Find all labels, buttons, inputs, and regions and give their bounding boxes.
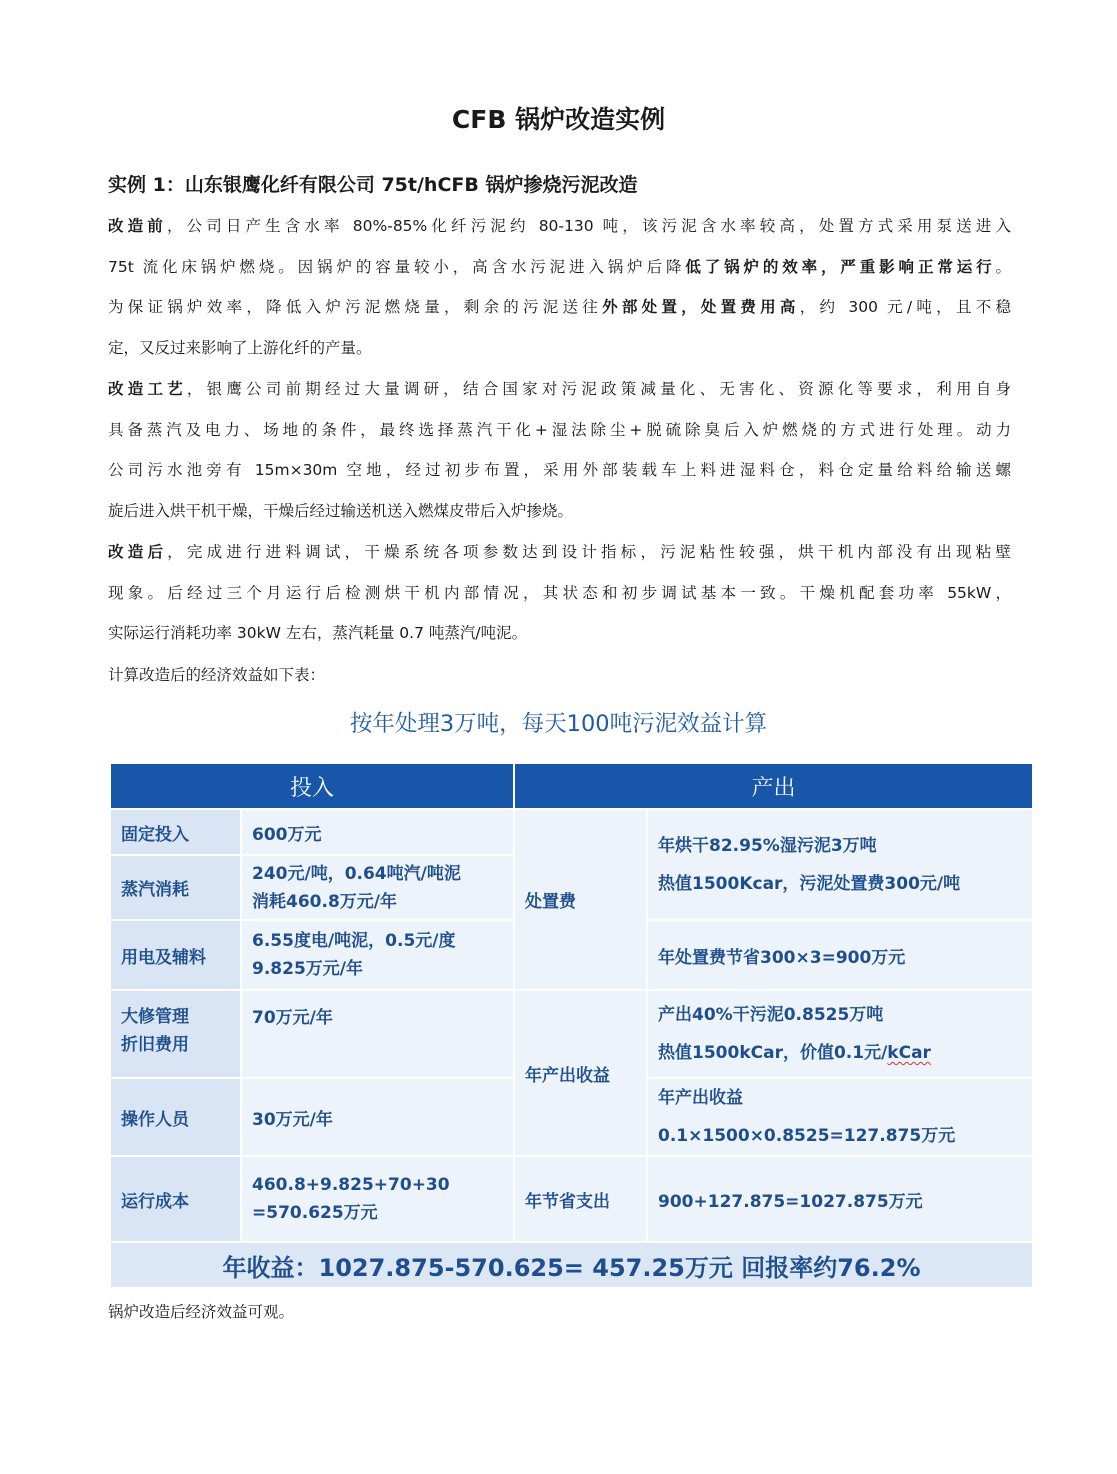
- row-label-power: 用电及辅料: [110, 920, 241, 990]
- para-line: 为保证锅炉效率，降低入炉污泥燃烧量，剩余的污泥送往外部处置，处置费用高，约 300 元/吨，且不稳: [108, 298, 1011, 316]
- output-label-saving: 年节省支出: [514, 1156, 647, 1242]
- output-value-income-1: 产出40%干污泥0.8525万吨 热值1500kCar，价值0.1元/kCar: [647, 990, 1033, 1078]
- para-line: 公司污水池旁有 15m×30m 空地，经过初步布置，采用外部装载车上料进湿料仓，料仓定量给料给输送螺: [108, 461, 1011, 479]
- para-line: 改造工艺，银鹰公司前期经过大量调研，结合国家对污泥政策减量化、无害化、资源化等要求，利用自身: [108, 380, 1011, 398]
- benefit-table: [109, 762, 1034, 1289]
- output-value-income-2: 年产出收益 0.1×1500×0.8525=127.875万元: [647, 1078, 1033, 1156]
- header-output: 产出: [514, 763, 1033, 809]
- row-label-fixed-investment: 固定投入: [110, 809, 241, 855]
- para-line: 定，又反过来影响了上游化纤的产量。: [108, 338, 372, 357]
- table-footer-annual-income: 年收益：1027.875-570.625= 457.25万元 回报率约76.2%: [110, 1242, 1033, 1288]
- output-value-disposal-2: 年处置费节省300×3=900万元: [647, 920, 1033, 990]
- row-value-power: 6.55度电/吨泥，0.5元/度 9.825万元/年: [241, 920, 514, 990]
- para-line: 75t 流化床锅炉燃烧。因锅炉的容量较小，高含水污泥进入锅炉后降低了锅炉的效率，严重影响正常运行。: [108, 257, 1011, 276]
- paragraph-after-retrofit: [108, 532, 1011, 654]
- para-line: 改造后，完成进行进料调试，干燥系统各项参数达到设计指标，污泥粘性较强，烘干机内部没有出现粘壁: [108, 543, 1011, 561]
- header-input: 投入: [110, 763, 514, 809]
- row-value-maintenance: 70万元/年: [241, 990, 514, 1078]
- para-label: 改造后: [108, 543, 168, 561]
- para-line: 实际运行消耗功率 30kW 左右，蒸汽耗量 0.7 吨蒸汽/吨泥。: [108, 624, 528, 642]
- para-label: 改造工艺: [108, 380, 187, 398]
- row-value-steam: 240元/吨，0.64吨汽/吨泥 消耗460.8万元/年: [241, 855, 514, 920]
- para-label: 改造前: [108, 217, 167, 235]
- row-value-operators: 30万元/年: [241, 1078, 514, 1156]
- para-line: 现象。后经过三个月运行后检测烘干机内部情况，其状态和初步调试基本一致。干燥机配套功率 55kW，: [108, 583, 1011, 602]
- output-value-disposal-1: 年烘干82.95%湿污泥3万吨 热值1500Kcar，污泥处置费300元/吨: [647, 809, 1033, 920]
- row-value-fixed-investment: 600万元: [241, 809, 514, 855]
- row-label-operating-cost: 运行成本: [110, 1156, 241, 1242]
- row-value-operating-cost: 460.8+9.825+70+30 =570.625万元: [241, 1156, 514, 1242]
- closing-sentence: 锅炉改造后经济效益可观。: [108, 1303, 295, 1321]
- para-line: 旋后进入烘干机干燥，干燥后经过输送机送入燃煤皮带后入炉掺烧。: [108, 501, 574, 520]
- paragraph-before-retrofit: [108, 206, 1011, 368]
- row-label-maintenance: 大修管理 折旧费用: [110, 990, 241, 1078]
- table-title: 按年处理3万吨，每天100吨污泥效益计算: [349, 711, 768, 737]
- para-line: 具备蒸汽及电力、场地的条件，最终选择蒸汽干化+湿法除尘+脱硫除臭后入炉燃烧的方式进行处理。动力: [108, 420, 1011, 439]
- output-value-saving: 900+127.875=1027.875万元: [647, 1156, 1033, 1242]
- paragraph-retrofit-process: [108, 369, 1011, 531]
- para-line: 改造前，公司日产生含水率 80%-85%化纤污泥约 80-130 吨，该污泥含水率较高，处置方式采用泵送进入: [108, 217, 1011, 235]
- paragraph-table-intro: 计算改造后的经济效益如下表：: [108, 666, 326, 684]
- document-title: CFB 锅炉改造实例: [451, 105, 666, 134]
- case-heading: 实例 1：山东银鹰化纤有限公司 75t/hCFB 锅炉掺烧污泥改造: [108, 174, 638, 196]
- output-label-disposal: 处置费: [514, 809, 647, 990]
- row-label-steam: 蒸汽消耗: [110, 855, 241, 920]
- row-label-operators: 操作人员: [110, 1078, 241, 1156]
- output-label-income: 年产出收益: [514, 990, 647, 1156]
